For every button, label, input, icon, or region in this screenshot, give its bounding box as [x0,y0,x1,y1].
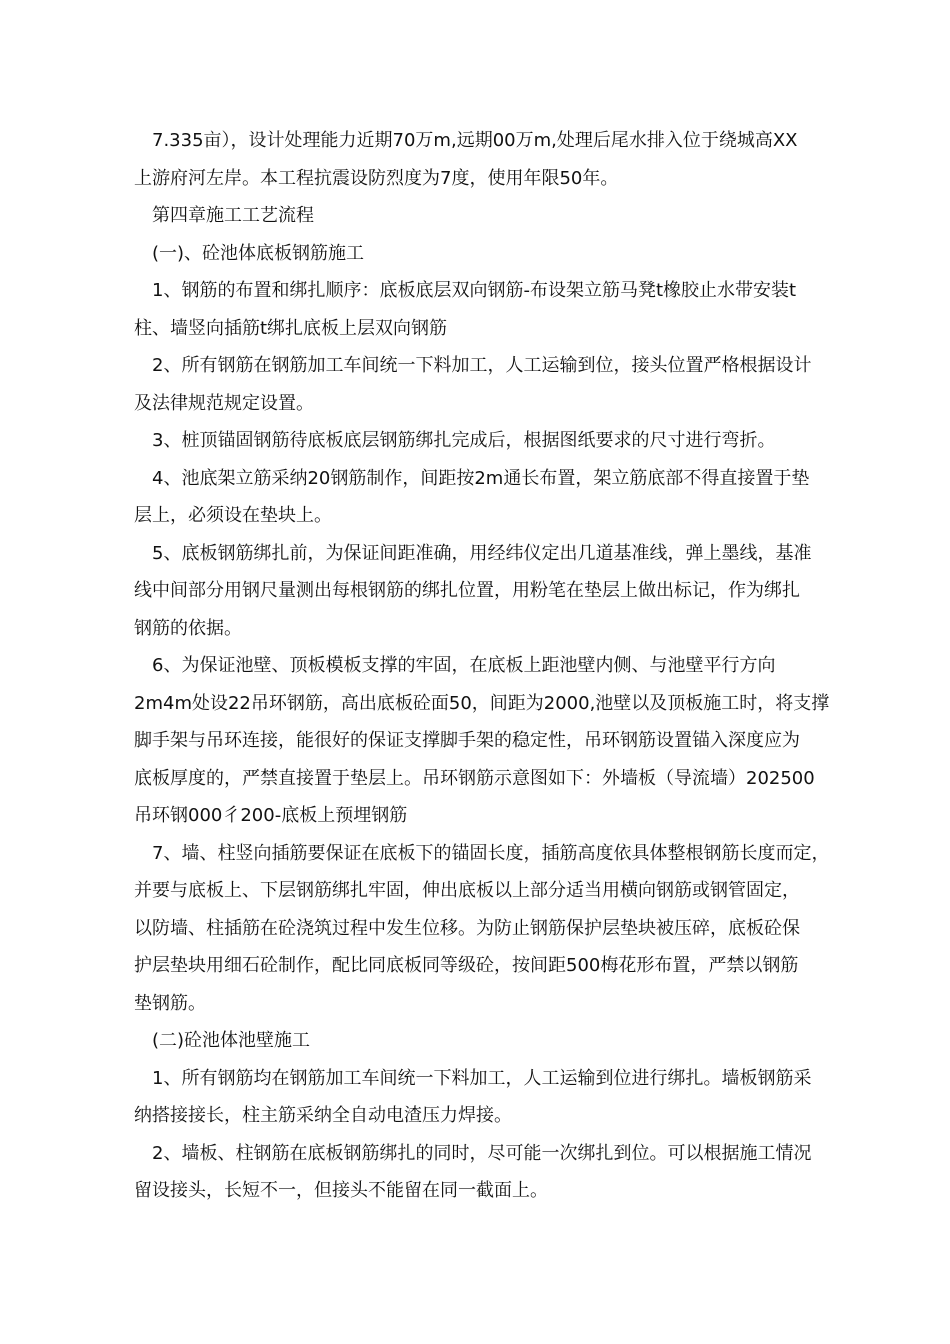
paragraph-item-3 [116,422,836,460]
chapter-heading [116,197,836,235]
text-line: 层上，必须设在垫块上。 [134,505,332,526]
text-line: 线中间部分用钢尺量测出每根钢筋的绑扎位置，用粉笔在垫层上做出标记，作为绑扎 [134,580,800,601]
text-line: 底板厚度的，严禁直接置于垫层上。吊环钢筋示意图如下：外墙板（导流墙）202500 [134,767,815,789]
paragraph-wall-item-2 [116,1135,836,1210]
text-line: 6、为保证池壁、顶板模板支撑的牢固，在底板上距池壁内侧、与池壁平行方向 [152,655,776,676]
text-line: 脚手架与吊环连接，能很好的保证支撑脚手架的稳定性，吊环钢筋设置锚入深度应为 [134,730,800,751]
text-line: 上游府河左岸。本工程抗震设防烈度为7度，使用年限50年。 [134,167,619,189]
text-line: 第四章施工工艺流程 [152,205,314,226]
text-line: 护层垫块用细石砼制作，配比同底板同等级砼，按间距500梅花形布置，严禁以钢筋 [134,955,799,976]
text-line: 2、所有钢筋在钢筋加工车间统一下料加工，人工运输到位，接头位置严格根据设计 [152,355,812,376]
text-line: 5、底板钢筋绑扎前，为保证间距准确，用经纬仪定出几道基准线，弹上墨线，基准 [152,542,812,564]
text-line: 及法律规范规定设置。 [134,392,314,414]
text-line: 4、池底架立筋采纳20钢筋制作，间距按2m通长布置，架立筋底部不得直接置于垫 [152,467,810,489]
text-line: 7.335亩），设计处理能力近期70万m,远期00万m,处理后尾水排入位于绕城高XX [152,130,798,151]
paragraph-intro-continued [116,122,836,197]
section-heading-2 [116,1022,836,1060]
paragraph-wall-item-1 [116,1060,836,1135]
paragraph-item-1 [116,272,836,347]
text-line: 吊环钢000彳200-底板上预埋钢筋 [134,805,408,826]
text-line: 柱、墙竖向插筋t绑扎底板上层双向钢筋 [134,317,448,339]
text-line: 7、墙、柱竖向插筋要保证在底板下的锚固长度，插筋高度依具体整根钢筋长度而定， [152,842,830,864]
text-line: 留设接头，长短不一，但接头不能留在同一截面上。 [134,1180,548,1201]
paragraph-item-2 [116,347,836,422]
paragraph-item-6 [116,647,836,835]
document-page [116,122,836,1210]
text-line: (二)砼池体池壁施工 [152,1030,311,1051]
text-line: (一)、砼池体底板钢筋施工 [152,242,365,264]
text-line: 3、桩顶锚固钢筋待底板底层钢筋绑扎完成后，根据图纸要求的尺寸进行弯折。 [152,430,776,451]
text-line: 2m4m处设22吊环钢筋，高出底板砼面50，间距为2000,池壁以及顶板施工时，将支撑 [134,692,830,714]
text-line: 以防墙、柱插筋在砼浇筑过程中发生位移。为防止钢筋保护层垫块被压碎，底板砼保 [134,917,800,939]
text-line: 纳搭接接长，柱主筋采纳全自动电渣压力焊接。 [134,1105,512,1126]
section-heading-1 [116,235,836,273]
text-line: 1、所有钢筋均在钢筋加工车间统一下料加工，人工运输到位进行绑扎。墙板钢筋采 [152,1067,812,1089]
text-line: 垫钢筋。 [134,992,206,1014]
text-line: 1、钢筋的布置和绑扎顺序：底板底层双向钢筋-布设架立筋马凳t橡胶止水带安装t [152,280,797,301]
text-line: 2、墙板、柱钢筋在底板钢筋绑扎的同时，尽可能一次绑扎到位。可以根据施工情况 [152,1142,812,1164]
paragraph-item-4 [116,460,836,535]
paragraph-item-7 [116,835,836,1023]
text-line: 钢筋的依据。 [134,617,242,639]
paragraph-item-5 [116,535,836,648]
text-line: 并要与底板上、下层钢筋绑扎牢固，伸出底板以上部分适当用横向钢筋或钢管固定， [134,880,800,901]
